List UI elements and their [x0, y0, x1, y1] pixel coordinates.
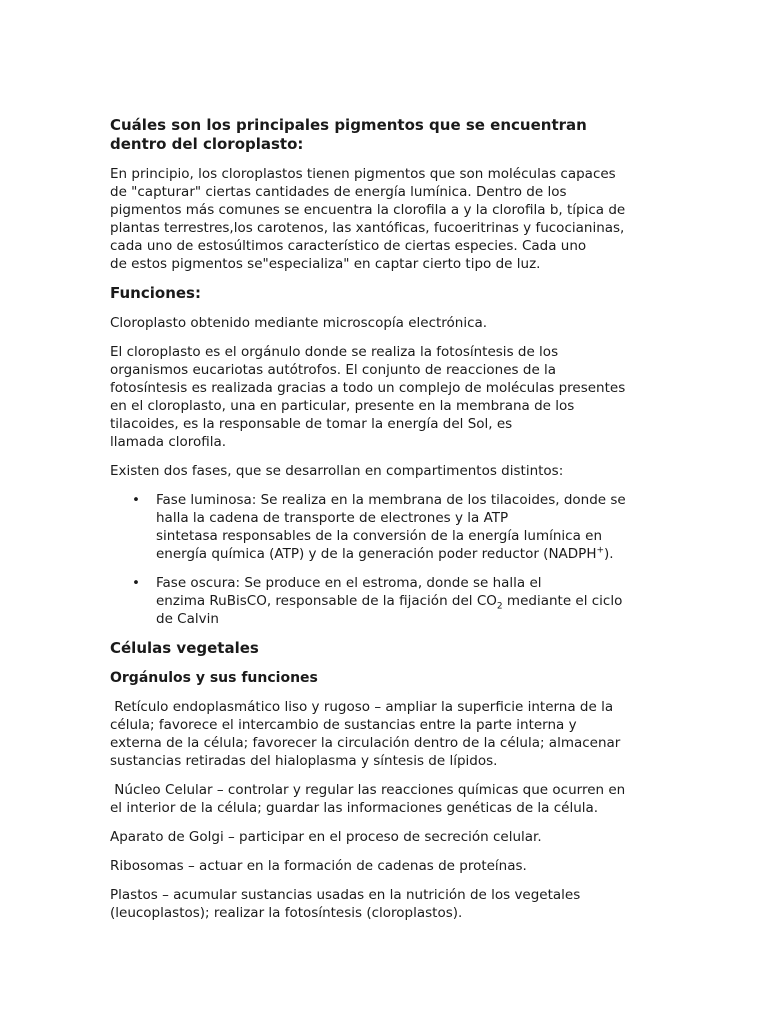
text-line: fotosíntesis es realizada gracias a todo un complejo de moléculas presentes	[110, 380, 626, 396]
text-line: de "capturar" ciertas cantidades de energía lumínica. Dentro de los	[110, 184, 567, 200]
text-fragment: enzima RuBisCO, responsable de la fijación del CO	[156, 593, 497, 609]
text-line: (leucoplastos); realizar la fotosíntesis (cloroplastos).	[110, 905, 463, 921]
funciones-paragraph-2	[110, 343, 658, 451]
funciones-paragraph-3	[110, 462, 658, 480]
text-line: sustancias retiradas del hialoplasma y síntesis de lípidos.	[110, 753, 498, 769]
reticulo-paragraph	[110, 698, 658, 770]
text-line: tilacoides, es la responsable de tomar la energía del Sol, es	[110, 416, 513, 432]
text-line: halla la cadena de transporte de electrones y la ATP	[156, 510, 509, 526]
ribosomas-paragraph	[110, 857, 658, 875]
text-line: de estos pigmentos se"especializa" en captar cierto tipo de luz.	[110, 256, 541, 272]
list-item-fase-oscura	[110, 574, 658, 628]
title-line: Cuáles son los principales pigmentos que se encuentran	[110, 116, 587, 134]
golgi-paragraph	[110, 828, 658, 846]
text-line: organismos eucariotas autótrofos. El conjunto de reacciones de la	[110, 362, 557, 378]
text-line: Fase oscura: Se produce en el estroma, donde se halla el	[156, 575, 542, 591]
page-title	[110, 116, 658, 154]
fases-list	[110, 491, 658, 628]
text-line: En principio, los cloroplastos tienen pigmentos que son moléculas capaces	[110, 166, 616, 182]
text-line: Fase luminosa: Se realiza en la membrana de los tilacoides, donde se	[156, 492, 626, 508]
superscript: +	[596, 545, 605, 556]
text-fragment: energía química (ATP) y de la generación poder reductor (NADPH	[156, 546, 597, 562]
bullet-icon: •	[132, 492, 140, 508]
text-line: Cloroplasto obtenido mediante microscopía electrónica.	[110, 315, 488, 331]
subsection-heading-organulos: Orgánulos y sus funciones	[110, 670, 318, 686]
text-line: pigmentos más comunes se encuentra la clorofila a y la clorofila b, típica de	[110, 202, 626, 218]
text-line: en el cloroplasto, una en particular, presente en la membrana de los	[110, 398, 575, 414]
bullet-icon: •	[132, 575, 140, 591]
intro-paragraph	[110, 165, 658, 273]
nucleo-paragraph	[110, 781, 658, 817]
text-line: Ribosomas – actuar en la formación de cadenas de proteínas.	[110, 858, 527, 874]
text-line: llamada clorofila.	[110, 434, 227, 450]
plastos-paragraph	[110, 886, 658, 922]
text-line: Aparato de Golgi – participar en el proceso de secreción celular.	[110, 829, 542, 845]
title-line: dentro del cloroplasto:	[110, 135, 304, 153]
text-line: cada uno de estosúltimos característico de ciertas especies. Cada uno	[110, 238, 587, 254]
text-line: Núcleo Celular – controlar y regular las reacciones químicas que ocurren en	[110, 782, 626, 798]
text-line: sintetasa responsables de la conversión de la energía lumínica en	[156, 528, 603, 544]
text-line: Plastos – acumular sustancias usadas en la nutrición de los vegetales	[110, 887, 581, 903]
list-item-fase-luminosa	[110, 491, 658, 563]
text-line	[156, 592, 658, 610]
text-line	[156, 545, 658, 563]
text-fragment: mediante el ciclo	[502, 593, 623, 609]
subscript: 2	[496, 601, 503, 612]
section-heading-celulas: Células vegetales	[110, 639, 259, 657]
text-line: el interior de la célula; guardar las informaciones genéticas de la célula.	[110, 800, 599, 816]
text-line: plantas terrestres,los carotenos, las xantóficas, fucoeritrinas y fucocianinas,	[110, 220, 625, 236]
funciones-paragraph-1	[110, 314, 658, 332]
text-line: El cloroplasto es el orgánulo donde se realiza la fotosíntesis de los	[110, 344, 559, 360]
text-fragment: ).	[604, 546, 614, 562]
text-line: de Calvin	[156, 611, 219, 627]
section-heading-funciones: Funciones:	[110, 284, 201, 302]
document-body	[110, 116, 658, 933]
text-line: célula; favorece el intercambio de sustancias entre la parte interna y	[110, 717, 577, 733]
text-line: externa de la célula; favorecer la circulación dentro de la célula; almacenar	[110, 735, 621, 751]
text-line: Existen dos fases, que se desarrollan en compartimentos distintos:	[110, 463, 564, 479]
text-line: Retículo endoplasmático liso y rugoso – ampliar la superficie interna de la	[110, 699, 614, 715]
